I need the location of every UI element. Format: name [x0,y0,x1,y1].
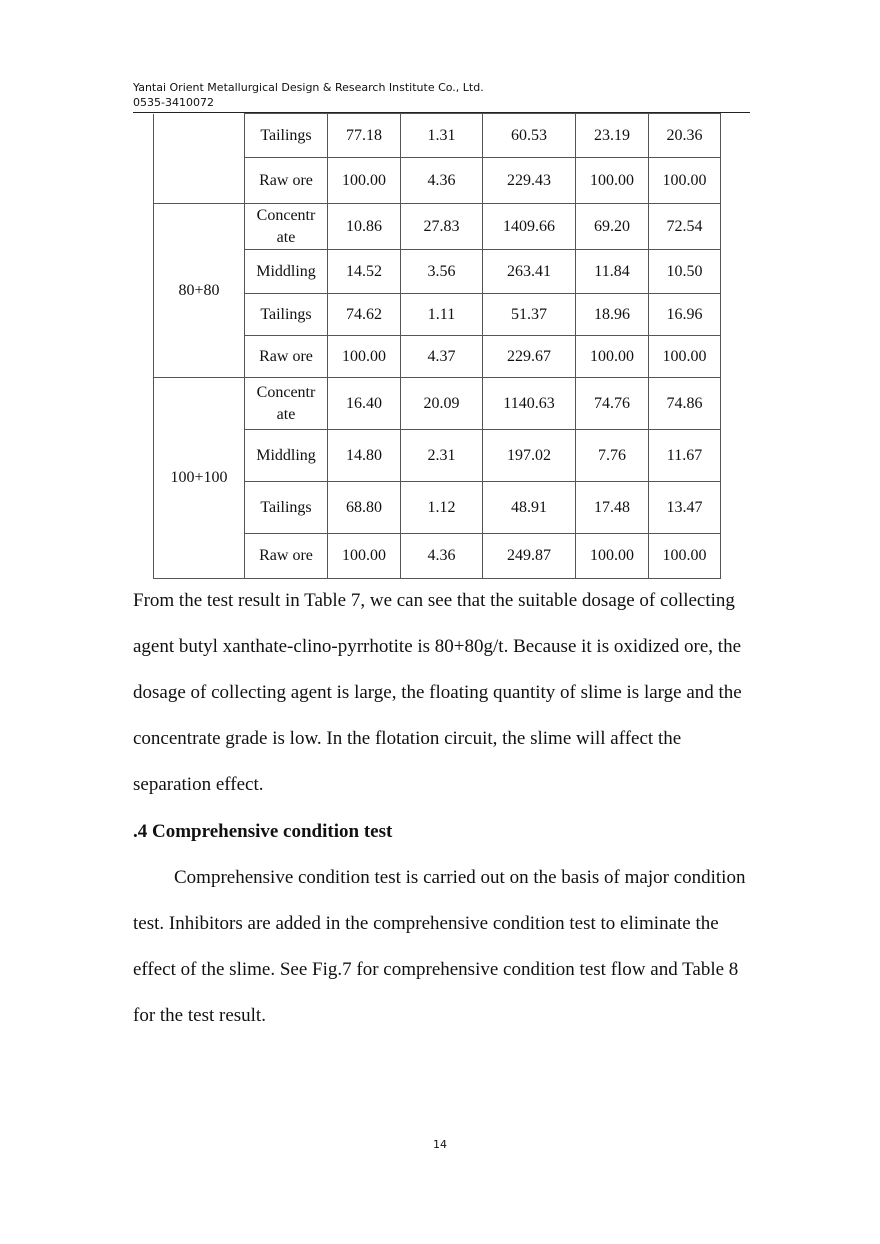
recovery-cell: 11.84 [576,250,649,294]
yield-cell: 74.62 [328,294,401,336]
grade-cell: 60.53 [483,114,576,158]
paragraph-table7-conclusion: From the test result in Table 7, we can see that the suitable dosage of collecting agent butyl xanthate-clino-pyrrhotite is 80+80g/t. Because it is oxidized ore, the dosage of collecting agent is large, the floating quantity of slime is large and the concentrate grade is low. In the flotation circuit, the slime will affect the separation effect. [133,590,742,795]
yield-cell: 10.86 [328,204,401,250]
recovery-cell: 10.50 [649,250,721,294]
grade-cell: 3.56 [401,250,483,294]
grade-cell: 1140.63 [483,378,576,430]
grade-cell: 4.36 [401,158,483,204]
product-cell: Concentr ate [245,204,328,250]
yield-cell: 100.00 [328,158,401,204]
recovery-cell: 16.96 [649,294,721,336]
dosage-cell: 80+80 [154,204,245,378]
header-phone: 0535-3410072 [133,96,214,109]
grade-cell: 4.36 [401,534,483,579]
yield-cell: 100.00 [328,336,401,378]
grade-cell: 1.12 [401,482,483,534]
grade-cell: 1.11 [401,294,483,336]
recovery-cell: 100.00 [649,534,721,579]
page-header [133,80,484,110]
dosage-cell: 100+100 [154,378,245,579]
page-number: 14 [433,1138,447,1151]
product-cell: Raw ore [245,534,328,579]
product-cell: Middling [245,430,328,482]
product-cell: Raw ore [245,336,328,378]
recovery-cell: 100.00 [649,336,721,378]
grade-cell: 27.83 [401,204,483,250]
grade-cell: 1.31 [401,114,483,158]
header-company: Yantai Orient Metallurgical Design & Research Institute Co., Ltd. [133,81,484,94]
yield-cell: 77.18 [328,114,401,158]
results-table [153,113,721,579]
grade-cell: 249.87 [483,534,576,579]
recovery-cell: 69.20 [576,204,649,250]
recovery-cell: 74.86 [649,378,721,430]
section-heading: .4 Comprehensive condition test [133,821,393,842]
recovery-cell: 100.00 [576,158,649,204]
grade-cell: 48.91 [483,482,576,534]
yield-cell: 14.80 [328,430,401,482]
grade-cell: 51.37 [483,294,576,336]
recovery-cell: 100.00 [649,158,721,204]
grade-cell: 229.67 [483,336,576,378]
recovery-cell: 20.36 [649,114,721,158]
grade-cell: 4.37 [401,336,483,378]
recovery-cell: 17.48 [576,482,649,534]
yield-cell: 68.80 [328,482,401,534]
product-cell: Tailings [245,114,328,158]
recovery-cell: 11.67 [649,430,721,482]
grade-cell: 2.31 [401,430,483,482]
product-cell: Concentr ate [245,378,328,430]
paragraph-comprehensive-test: Comprehensive condition test is carried out on the basis of major condition test. Inhibitors are added in the comprehensive condition test to eliminate the effect of the slime. See Fig.7 for comprehensive condition test flow and Table 8 for the test result. [133,867,746,1026]
recovery-cell: 100.00 [576,534,649,579]
recovery-cell: 18.96 [576,294,649,336]
recovery-cell: 7.76 [576,430,649,482]
grade-cell: 20.09 [401,378,483,430]
recovery-cell: 23.19 [576,114,649,158]
product-cell: Raw ore [245,158,328,204]
grade-cell: 229.43 [483,158,576,204]
product-cell: Tailings [245,294,328,336]
product-cell: Tailings [245,482,328,534]
product-cell: Middling [245,250,328,294]
table-row [154,378,721,430]
recovery-cell: 72.54 [649,204,721,250]
table-row [154,204,721,250]
grade-cell: 1409.66 [483,204,576,250]
yield-cell: 100.00 [328,534,401,579]
grade-cell: 197.02 [483,430,576,482]
dosage-cell [154,114,245,204]
table-row [154,114,721,158]
yield-cell: 14.52 [328,250,401,294]
recovery-cell: 74.76 [576,378,649,430]
yield-cell: 16.40 [328,378,401,430]
recovery-cell: 100.00 [576,336,649,378]
recovery-cell: 13.47 [649,482,721,534]
grade-cell: 263.41 [483,250,576,294]
